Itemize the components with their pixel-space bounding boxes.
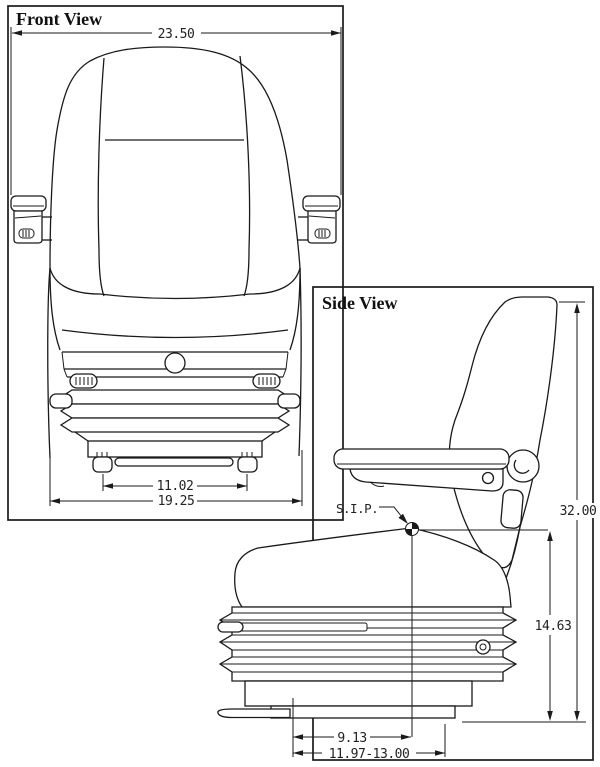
side-view-title: Side View <box>322 293 398 313</box>
front-view-title: Front View <box>16 9 103 29</box>
side-view-panel <box>218 287 593 760</box>
side-lever <box>218 709 290 718</box>
sip-marker-icon <box>406 523 419 536</box>
front-bellows-tab-right <box>278 394 300 408</box>
dim-overall-width: 23.50 <box>157 27 195 42</box>
front-armrest-left <box>11 196 52 243</box>
side-armrest-bracket <box>500 489 523 529</box>
sip-label: S.I.P. <box>336 501 379 516</box>
front-foot-left <box>93 457 112 472</box>
side-seat-cushion <box>235 528 511 607</box>
front-seam-right <box>240 56 250 296</box>
front-support-plate <box>62 352 288 377</box>
front-base <box>75 432 275 472</box>
side-base <box>218 681 472 718</box>
side-armrest <box>334 449 509 491</box>
dim-cushion-width: 19.25 <box>157 494 195 509</box>
side-armrest-bolt <box>483 473 494 484</box>
side-armrest-hub <box>507 450 539 482</box>
dim-foot-spacing: 11.02 <box>156 479 194 494</box>
front-knurled-knob-right <box>253 374 280 388</box>
front-base-rail <box>115 458 233 466</box>
dim-depth-range: 11.97-13.00 <box>328 747 410 762</box>
dim-sip-height: 14.63 <box>534 619 572 634</box>
side-knob <box>218 622 243 632</box>
front-seam-left <box>98 58 104 296</box>
front-bellows <box>50 390 300 432</box>
dim-sip-setback: 9.13 <box>337 731 367 746</box>
front-knurled-knob-left <box>70 374 97 388</box>
front-armrest-right <box>298 196 340 243</box>
front-foot-right <box>238 457 257 472</box>
front-view-panel <box>8 6 343 520</box>
side-armrest-pad <box>334 449 509 469</box>
front-center-knob <box>165 353 185 373</box>
front-seat-cushion <box>50 268 300 350</box>
front-bellows-tab-left <box>50 394 72 408</box>
dim-overall-height: 32.00 <box>559 504 597 519</box>
side-slide-rail <box>240 623 367 631</box>
side-bellows <box>218 607 516 681</box>
